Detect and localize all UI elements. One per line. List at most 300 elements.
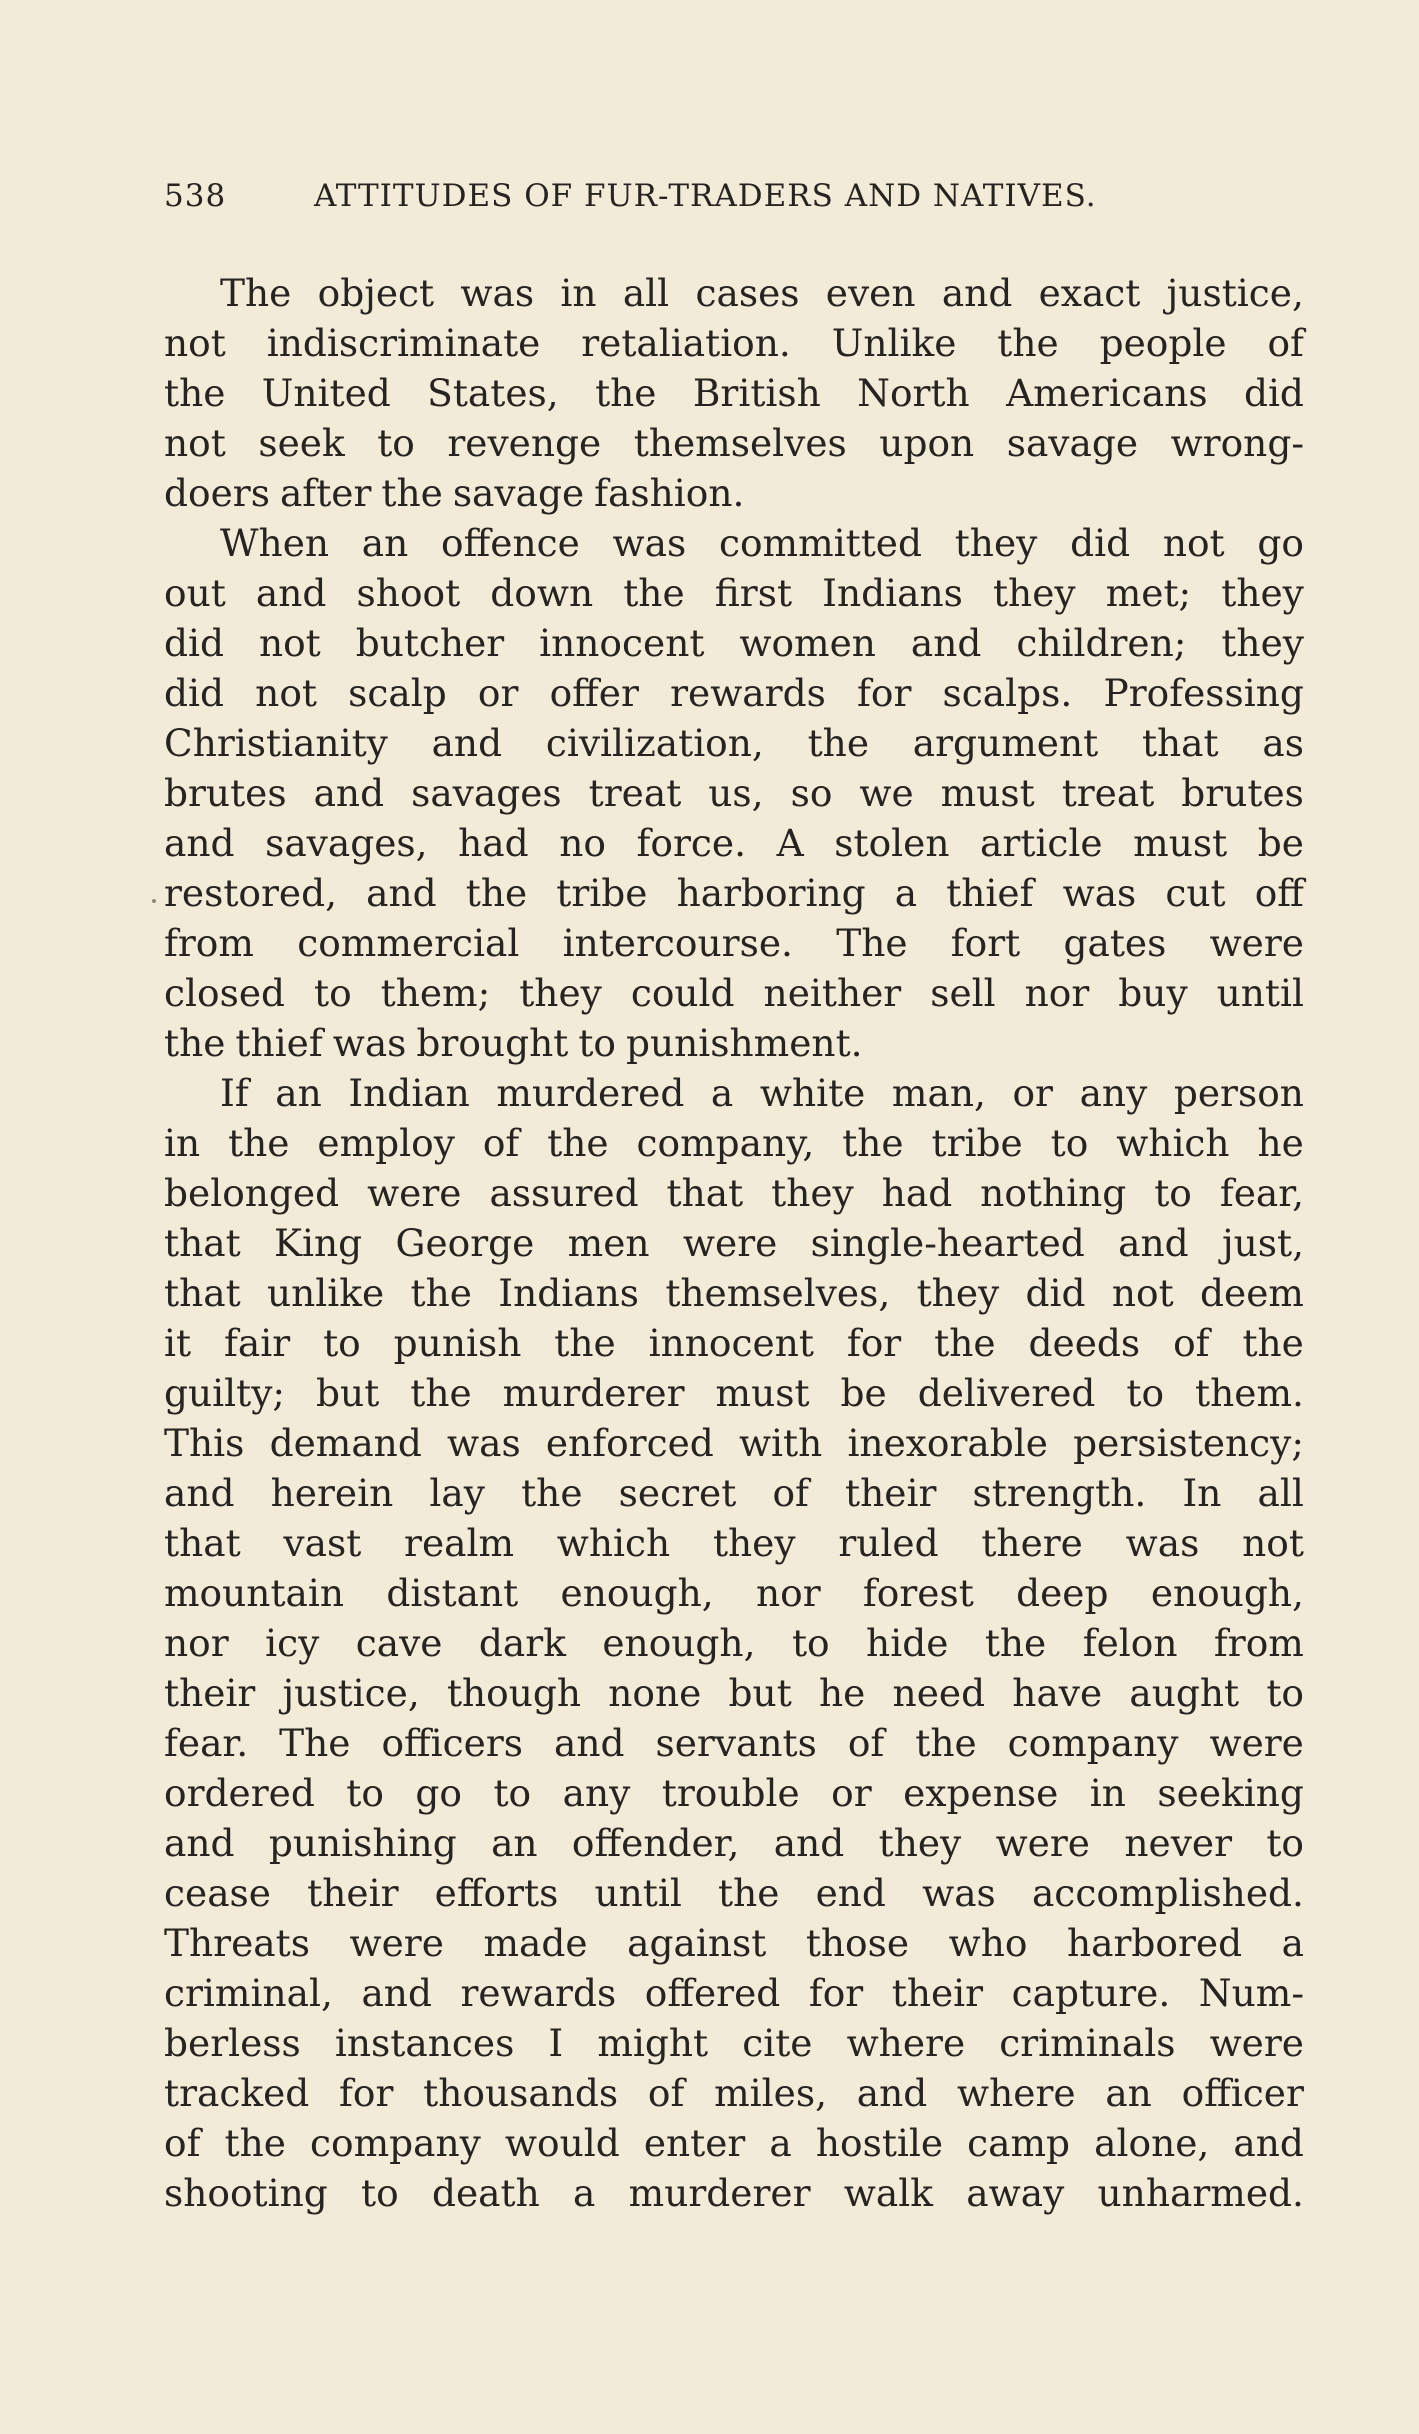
text-line <box>164 568 1304 618</box>
word: unharmed. <box>1097 2171 1304 2215</box>
word: never <box>1124 1821 1232 1865</box>
word: a <box>769 2121 792 2165</box>
word: gates <box>1063 921 1167 965</box>
word: hostile <box>815 2121 944 2165</box>
word: their <box>164 1671 256 1715</box>
word: the <box>164 371 226 415</box>
word: of <box>772 1471 809 1515</box>
word: that <box>164 1221 241 1265</box>
word: even <box>825 271 916 315</box>
word: nothing <box>980 1171 1127 1215</box>
word: and <box>1118 1221 1189 1265</box>
word: enforced <box>545 1421 714 1465</box>
word: company <box>1007 1721 1179 1765</box>
word: officers <box>381 1721 524 1765</box>
word: an <box>1105 2071 1152 2115</box>
word: for <box>808 1971 864 2015</box>
word: children; <box>1016 621 1187 665</box>
word: punish <box>393 1321 522 1365</box>
word: just, <box>1221 1221 1304 1265</box>
word: A <box>776 821 804 865</box>
word: first <box>714 571 793 615</box>
word: capture. <box>1011 1971 1171 2015</box>
text-line <box>164 1718 1304 1768</box>
word: an <box>491 1821 538 1865</box>
word: were <box>1209 921 1304 965</box>
word: until <box>594 1871 682 1915</box>
word: savages <box>411 771 562 815</box>
word: committed <box>718 521 922 565</box>
text-line <box>164 1568 1304 1618</box>
word: was <box>1062 871 1137 915</box>
word: that <box>666 1171 744 1215</box>
word: hide <box>866 1621 949 1665</box>
word: murdered <box>496 1071 685 1115</box>
word: innocent <box>539 621 705 665</box>
word: they <box>519 971 602 1015</box>
word: the <box>934 1321 996 1365</box>
word: I <box>548 2021 564 2065</box>
word: were <box>995 1821 1090 1865</box>
word: to <box>314 971 352 1015</box>
word: Num- <box>1198 1971 1304 2015</box>
word: and <box>164 1821 235 1865</box>
word: object <box>317 271 435 315</box>
word: they <box>954 521 1038 565</box>
word: savage <box>452 471 585 515</box>
word: North <box>857 371 970 415</box>
text-line <box>164 1218 1304 1268</box>
word: death <box>431 2171 540 2215</box>
word: an <box>275 1071 322 1115</box>
text-line <box>164 518 1304 568</box>
text-line <box>164 268 1304 318</box>
word: the <box>410 1271 472 1315</box>
word: company, <box>636 1121 815 1165</box>
word: and <box>366 871 437 915</box>
text-line <box>164 818 1304 868</box>
text-line <box>164 618 1304 668</box>
word: the <box>164 1021 226 1065</box>
word: from <box>164 921 254 965</box>
word: there <box>981 1521 1083 1565</box>
text-line <box>164 1468 1304 1518</box>
word: but <box>728 1671 792 1715</box>
text-line <box>164 968 1304 1018</box>
word: after <box>279 471 372 515</box>
word: their <box>845 1471 937 1515</box>
word: people <box>1099 321 1227 365</box>
word: be <box>840 1371 887 1415</box>
word: have <box>1012 1671 1103 1715</box>
word: themselves <box>633 421 847 465</box>
text-line <box>164 418 1304 468</box>
word: of <box>164 2121 201 2165</box>
word: stolen <box>834 821 950 865</box>
word: assured <box>489 1171 639 1215</box>
word: was <box>447 1421 521 1465</box>
text-line <box>164 768 1304 818</box>
word: walk <box>843 2171 933 2215</box>
text-line <box>164 1818 1304 1868</box>
word: and <box>361 1971 432 2015</box>
word: If <box>220 1071 249 1115</box>
word: the <box>521 1471 583 1515</box>
word: King <box>273 1221 363 1265</box>
word: deem <box>1200 1271 1304 1315</box>
word: did <box>1243 371 1304 415</box>
word: scalp <box>348 671 447 715</box>
word: and <box>255 571 327 615</box>
word: fair <box>224 1321 291 1365</box>
word: The <box>279 1721 351 1765</box>
word: man, <box>891 1071 986 1115</box>
word: all <box>622 271 670 315</box>
word: them. <box>1195 1371 1304 1415</box>
word: Americans <box>1006 371 1208 415</box>
word: secret <box>618 1471 737 1515</box>
word: cave <box>355 1621 443 1665</box>
text-line <box>164 1018 1304 1068</box>
word: nor <box>164 1621 229 1665</box>
word: The <box>836 921 908 965</box>
body-text <box>164 268 1304 2218</box>
word: the <box>718 1871 780 1915</box>
word: of <box>482 1121 520 1165</box>
word: an <box>361 521 409 565</box>
word: fort <box>950 921 1021 965</box>
word: harbored <box>1066 1921 1243 1965</box>
word: to <box>346 1771 384 1815</box>
word: in <box>164 1121 201 1165</box>
word: force. <box>636 821 747 865</box>
text-line <box>164 2118 1304 2168</box>
word: ordered <box>164 1771 315 1815</box>
text-line <box>164 1918 1304 1968</box>
word: innocent <box>648 1321 814 1365</box>
word: a <box>573 2171 596 2215</box>
word: us, <box>708 771 764 815</box>
word: no <box>559 821 606 865</box>
word: cite <box>742 2021 813 2065</box>
word: the <box>915 1721 977 1765</box>
word: enter <box>643 2121 746 2165</box>
word: rewards <box>460 1971 617 2015</box>
word: civilization, <box>545 721 764 765</box>
word: that <box>164 1521 241 1565</box>
word: instances <box>334 2021 515 2065</box>
word: dark <box>478 1621 566 1665</box>
word: until <box>1216 971 1304 1015</box>
word: cut <box>1165 871 1226 915</box>
word: officer <box>1181 2071 1304 2115</box>
word: brought <box>416 1021 569 1065</box>
word: not <box>255 671 317 715</box>
word: the <box>842 1121 904 1165</box>
word: the <box>547 1121 609 1165</box>
word: must <box>940 771 1035 815</box>
word: was <box>922 1871 996 1915</box>
word: scalps. <box>942 671 1073 715</box>
print-speck <box>152 899 156 903</box>
word: British <box>692 371 821 415</box>
word: met; <box>1105 571 1192 615</box>
word: the <box>228 1121 290 1165</box>
word: company <box>310 2121 481 2165</box>
word: to <box>1154 1171 1192 1215</box>
word: where <box>957 2071 1076 2115</box>
word: seeking <box>1157 1771 1304 1815</box>
word: murderer <box>628 2171 811 2215</box>
word: justice, <box>282 1671 420 1715</box>
word: employ <box>317 1121 455 1165</box>
word: a <box>710 1071 734 1115</box>
word: closed <box>164 971 286 1015</box>
word: to <box>1266 1671 1304 1715</box>
word: out <box>164 571 226 615</box>
word: punishment. <box>625 1021 863 1065</box>
text-line <box>164 1968 1304 2018</box>
word: and <box>431 721 503 765</box>
word: a <box>894 871 918 915</box>
word: and <box>164 1471 235 1515</box>
word: justice, <box>1166 271 1304 315</box>
word: fear, <box>1219 1171 1304 1215</box>
word: so <box>790 771 833 815</box>
word: camp <box>967 2121 1071 2165</box>
word: for <box>846 1321 902 1365</box>
word: would <box>504 2121 620 2165</box>
word: lay <box>429 1471 485 1515</box>
word: tribe <box>556 871 648 915</box>
word: were <box>682 1221 778 1265</box>
word: argument <box>912 721 1099 765</box>
word: which <box>556 1521 671 1565</box>
word: restored, <box>164 871 338 915</box>
word: not <box>1162 521 1225 565</box>
word: to <box>377 421 415 465</box>
word: and <box>910 621 982 665</box>
word: murderer <box>502 1371 685 1415</box>
word: servants <box>655 1721 817 1765</box>
word: and <box>1233 2121 1304 2165</box>
word: were <box>1209 2021 1304 2065</box>
word: shooting <box>164 2171 328 2215</box>
word: herein <box>270 1471 394 1515</box>
word: offender, <box>571 1821 740 1865</box>
word: them; <box>380 971 491 1015</box>
word: they <box>1221 621 1304 665</box>
text-line <box>164 1368 1304 1418</box>
word: their <box>891 1971 984 2015</box>
word: against <box>627 1921 767 1965</box>
word: person <box>1173 1071 1304 1115</box>
word: they <box>771 1171 854 1215</box>
word: distant <box>386 1571 519 1615</box>
word: or <box>1012 1071 1053 1115</box>
word: was <box>460 271 535 315</box>
text-line <box>164 368 1304 418</box>
word: that <box>1141 721 1219 765</box>
word: ruled <box>838 1521 939 1565</box>
word: of <box>1267 321 1304 365</box>
word: guilty; <box>164 1371 286 1415</box>
word: commercial <box>297 921 520 965</box>
word: a <box>1281 1921 1304 1965</box>
word: or <box>831 1771 872 1815</box>
word: to <box>1050 1121 1089 1165</box>
word: butcher <box>355 621 505 665</box>
word: enough, <box>602 1621 756 1665</box>
word: was <box>612 521 687 565</box>
word: to <box>361 2171 399 2215</box>
word: women <box>739 621 876 665</box>
word: fashion. <box>594 471 745 515</box>
word: did <box>164 671 225 715</box>
word: made <box>483 1921 588 1965</box>
word: delivered <box>917 1371 1096 1415</box>
word: they <box>1221 571 1304 615</box>
word: tribe <box>931 1121 1023 1165</box>
word: the <box>465 871 528 915</box>
word: The <box>220 271 292 315</box>
word: Professing <box>1103 671 1304 715</box>
word: thief <box>235 1021 323 1065</box>
word: realm <box>404 1521 515 1565</box>
word: rewards <box>670 671 826 715</box>
word: where <box>846 2021 966 2065</box>
word: savages, <box>265 821 428 865</box>
word: nor <box>1024 971 1090 1015</box>
word: the <box>554 1321 616 1365</box>
word: Christianity <box>164 721 388 765</box>
text-line <box>164 2068 1304 2118</box>
word: efforts <box>434 1871 559 1915</box>
word: revenge <box>447 421 602 465</box>
word: not <box>164 321 226 365</box>
word: with <box>738 1421 823 1465</box>
text-line <box>164 1318 1304 1368</box>
text-line <box>164 1518 1304 1568</box>
word: deeds <box>1028 1321 1141 1365</box>
word: the <box>984 1621 1047 1665</box>
word: thief <box>946 871 1034 915</box>
word: were <box>1209 1721 1304 1765</box>
text-line <box>164 318 1304 368</box>
word: States, <box>427 371 559 415</box>
word: felon <box>1082 1621 1178 1665</box>
word: any <box>1079 1071 1148 1115</box>
word: of <box>847 1721 885 1765</box>
word: they <box>992 571 1076 615</box>
word: brutes <box>1181 771 1304 815</box>
word: shoot <box>356 571 461 615</box>
word: tracked <box>164 2071 310 2115</box>
text-line <box>164 1268 1304 1318</box>
word: the <box>997 321 1059 365</box>
word: seek <box>258 421 345 465</box>
word: cases <box>695 271 800 315</box>
text-line <box>164 468 1304 518</box>
word: This <box>164 1421 245 1465</box>
word: those <box>805 1921 910 1965</box>
word: he <box>818 1671 866 1715</box>
word: punishing <box>268 1821 457 1865</box>
word: was <box>332 1021 407 1065</box>
word: to <box>578 1021 616 1065</box>
word: they <box>712 1521 796 1565</box>
word: themselves, <box>665 1271 891 1315</box>
word: could <box>630 971 735 1015</box>
word: and <box>164 821 235 865</box>
word: fear. <box>164 1721 249 1765</box>
word: brutes <box>164 771 287 815</box>
word: the <box>807 721 870 765</box>
word: and <box>313 771 385 815</box>
word: Unlike <box>831 321 957 365</box>
word: men <box>567 1221 650 1265</box>
word: criminals <box>999 2021 1176 2065</box>
word: criminal, <box>164 1971 333 2015</box>
word: miles, <box>714 2071 827 2115</box>
word: neither <box>763 971 902 1015</box>
word: mountain <box>164 1571 345 1615</box>
word: white <box>759 1071 866 1115</box>
word: inexorable <box>847 1421 1048 1465</box>
word: we <box>859 771 914 815</box>
text-line <box>164 668 1304 718</box>
word: down <box>490 571 594 615</box>
word: might <box>597 2021 709 2065</box>
text-line <box>164 1418 1304 1468</box>
word: exact <box>1038 271 1141 315</box>
word: not <box>1111 1271 1174 1315</box>
word: end <box>815 1871 886 1915</box>
word: off <box>1254 871 1304 915</box>
word: nor <box>755 1571 821 1615</box>
word: retaliation. <box>581 321 791 365</box>
word: were <box>349 1921 444 1965</box>
word: though <box>446 1671 582 1715</box>
word: buy <box>1118 971 1188 1015</box>
word: were <box>367 1171 462 1215</box>
word: any <box>562 1771 631 1815</box>
word: treat <box>588 771 682 815</box>
text-line <box>164 2018 1304 2068</box>
word: George <box>395 1221 535 1265</box>
word: deep <box>1016 1571 1109 1615</box>
word: doers <box>164 471 270 515</box>
word: the <box>595 371 657 415</box>
word: and <box>554 1721 625 1765</box>
word: enough, <box>1150 1571 1304 1615</box>
word: sell <box>930 971 996 1015</box>
word: they <box>878 1821 962 1865</box>
word: unlike <box>266 1271 385 1315</box>
word: forest <box>862 1571 974 1615</box>
text-line <box>164 1168 1304 1218</box>
word: United <box>261 371 391 415</box>
word: harboring <box>676 871 866 915</box>
word: Threats <box>164 1921 310 1965</box>
word: must <box>1133 821 1228 865</box>
word: wrong- <box>1170 421 1304 465</box>
text-line <box>164 1768 1304 1818</box>
word: go <box>415 1771 463 1815</box>
word: enough, <box>560 1571 714 1615</box>
word: for <box>339 2071 394 2115</box>
word: go <box>1257 521 1304 565</box>
